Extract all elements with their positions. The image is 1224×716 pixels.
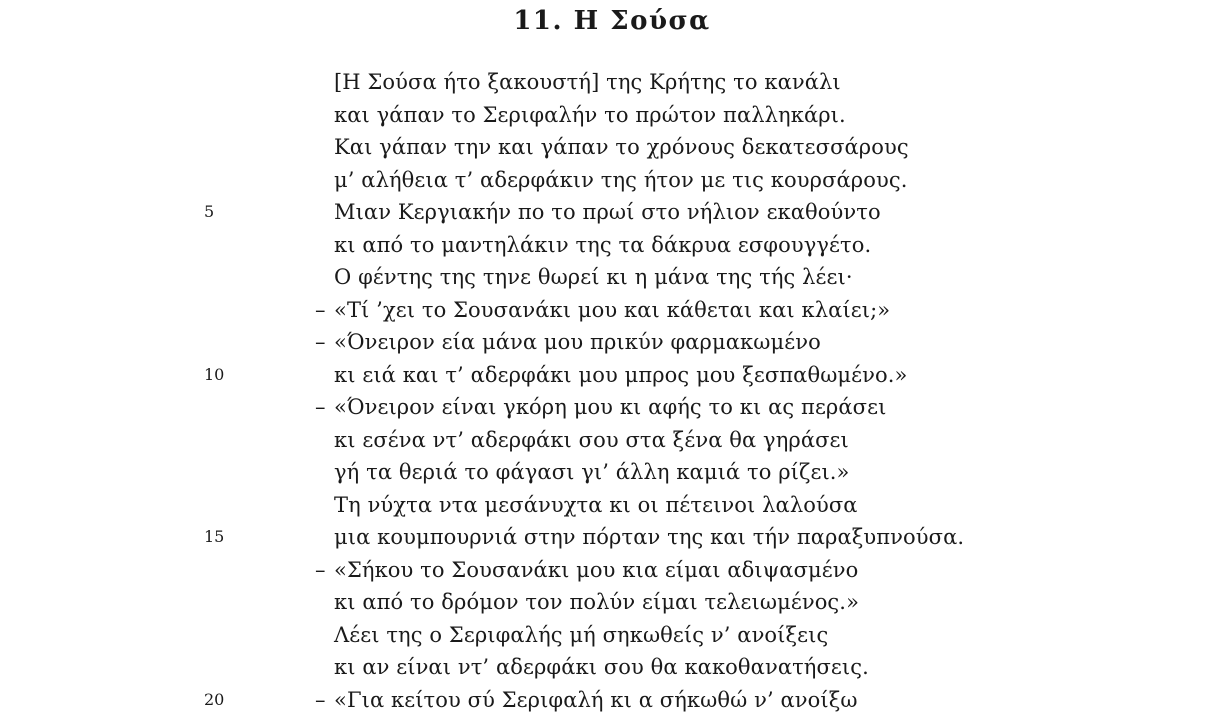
- line-text: κι από το δρόμον τον πολύν είμαι τελειωμένος.»: [334, 586, 859, 619]
- poem-line: [0, 489, 1224, 522]
- poem-line: [0, 521, 1224, 554]
- line-number: 10: [204, 359, 234, 392]
- line-text: [Η Σούσα ήτο ξακουστή] της Κρήτης το κανάλι: [334, 66, 841, 99]
- poem-line: [0, 651, 1224, 684]
- poem-line: [0, 326, 1224, 359]
- line-number: 15: [204, 521, 234, 554]
- poem-line: [0, 261, 1224, 294]
- poem-line: [0, 66, 1224, 99]
- line-text: και γάπαν το Σεριφαλήν το πρώτον παλληκάρι.: [334, 99, 846, 132]
- poem-line: [0, 619, 1224, 652]
- poem-line: [0, 424, 1224, 457]
- line-text: «Όνειρον εία μάνα μου πρικύν φαρμακωμένο: [334, 326, 821, 359]
- poem-line: [0, 164, 1224, 197]
- poem-body: [0, 66, 1224, 716]
- line-text: Λέει της ο Σεριφαλής μή σηκωθείς ν’ ανοίξεις: [334, 619, 828, 652]
- line-text: Ο φέντης της τηνε θωρεί κι η μάνα της τής λέει·: [334, 261, 853, 294]
- line-text: Τη νύχτα ντα μεσάνυχτα κι οι πέτεινοι λαλούσα: [334, 489, 858, 522]
- line-text: «Σήκου το Σουσανάκι μου κια είμαι αδιψασμένο: [334, 554, 858, 587]
- poem-line: [0, 294, 1224, 327]
- line-number: 5: [204, 196, 234, 229]
- poem-line: [0, 554, 1224, 587]
- poem-line: [0, 131, 1224, 164]
- line-text: μ’ αλήθεια τ’ αδερφάκιν της ήτον με τις κουρσάρους.: [334, 164, 907, 197]
- line-text: κι ειά και τ’ αδερφάκι μου μπρος μου ξεσπαθωμένο.»: [334, 359, 908, 392]
- line-text: «Για κείτου σύ Σεριφαλή κι α σήκωθώ ν’ ανοίξω: [334, 684, 858, 716]
- dialogue-dash: –: [315, 391, 326, 424]
- line-text: γή τα θεριά το φάγασι γι’ άλλη καμιά το ρίζει.»: [334, 456, 850, 489]
- poem-line: [0, 359, 1224, 392]
- poem-line: [0, 229, 1224, 262]
- poem-line: [0, 456, 1224, 489]
- line-text: μια κουμπουρνιά στην πόρταν της και τήν παραξυπνούσα.: [334, 521, 964, 554]
- line-text: «Τί ’χει το Σουσανάκι μου και κάθεται και κλαίει;»: [334, 294, 890, 327]
- line-text: κι εσένα ντ’ αδερφάκι σου στα ξένα θα γηράσει: [334, 424, 849, 457]
- poem-line: [0, 99, 1224, 132]
- dialogue-dash: –: [315, 294, 326, 327]
- poem-line: [0, 196, 1224, 229]
- poem-title: 11. Η Σούσα: [0, 6, 1224, 36]
- line-text: κι αν είναι ντ’ αδερφάκι σου θα κακοθανατήσεις.: [334, 651, 869, 684]
- line-text: κι από το μαντηλάκιν της τα δάκρυα εσφουγγέτο.: [334, 229, 871, 262]
- line-text: Και γάπαν την και γάπαν το χρόνους δεκατεσσάρους: [334, 131, 909, 164]
- line-text: «Όνειρον είναι γκόρη μου κι αφής το κι ας περάσει: [334, 391, 886, 424]
- poem-line: [0, 391, 1224, 424]
- line-text: Μιαν Κεργιακήν πο το πρωί στο νήλιον εκαθούντο: [334, 196, 881, 229]
- line-number: 20: [204, 684, 234, 716]
- poem-line: [0, 586, 1224, 619]
- dialogue-dash: –: [315, 326, 326, 359]
- poem-line: [0, 684, 1224, 716]
- dialogue-dash: –: [315, 684, 326, 716]
- dialogue-dash: –: [315, 554, 326, 587]
